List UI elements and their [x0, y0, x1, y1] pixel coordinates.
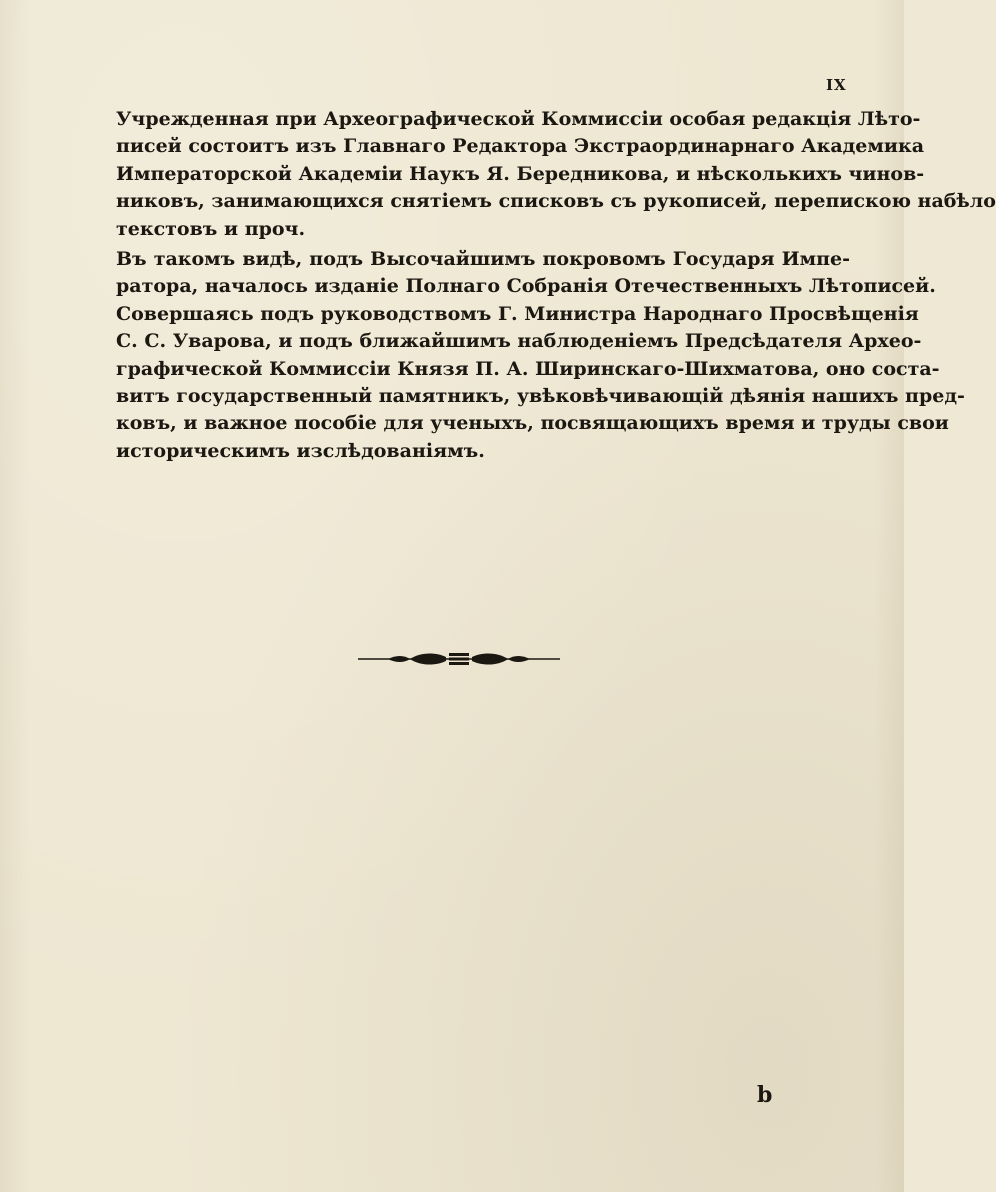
text-line: писей состоитъ изъ Главнаго Редактора Экстраординарнаго Академика — [116, 135, 925, 158]
text-line: Учрежденная при Археографической Коммиссіи особая редакція Лѣто- — [116, 108, 921, 130]
text-line: ратора, началось изданіе Полнаго Собранія Отечественныхъ Лѣтописей. — [116, 275, 936, 298]
text-line: Совершаясь подъ руководствомъ Г. Министра Народнаго Просвѣщенія — [116, 302, 919, 325]
text-line: историческимъ изслѣдованіямъ. — [116, 439, 485, 462]
text-line: Императорской Академіи Наукъ Я. Бередникова, и нѣсколькихъ чинов- — [116, 162, 925, 185]
ornament-divider — [358, 648, 560, 670]
text-line: графической Коммиссіи Князя П. А. Ширинскаго-Шихматова, оно соста- — [116, 357, 940, 380]
signature-mark: b — [757, 1082, 773, 1108]
text-line: витъ государственный памятникъ, увѣковѣчивающій дѣянія нашихъ пред- — [116, 384, 965, 407]
text-line: Въ такомъ видѣ, подъ Высочайшимъ покровомъ Государя Импе- — [116, 247, 850, 270]
page-number: IX — [826, 76, 847, 94]
text-line: текстовъ и проч. — [116, 217, 306, 240]
text-line: ковъ, и важное пособіе для ученыхъ, посвящающихъ время и труды свои — [116, 412, 949, 435]
text-line: С. С. Уварова, и подъ ближайшимъ наблюденіемъ Предсѣдателя Архео- — [116, 330, 922, 353]
paragraph-2 — [116, 246, 965, 465]
text-line: никовъ, занимающихся снятіемъ списковъ съ рукописей, перепискою набѣло — [116, 190, 996, 213]
body-text — [116, 106, 996, 465]
paragraph-1 — [116, 106, 996, 243]
